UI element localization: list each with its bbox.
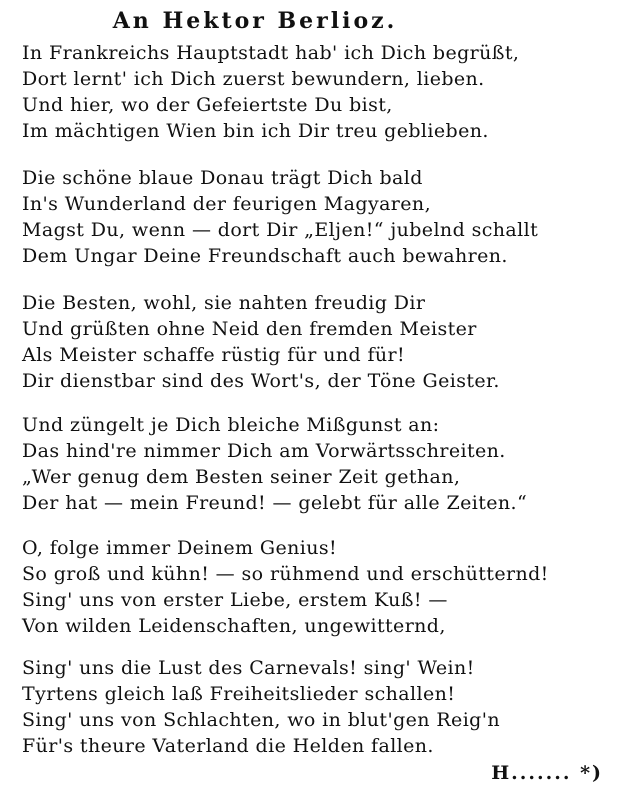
poem-line: Tyrtens gleich laß Freiheitslieder schallen! bbox=[22, 683, 456, 705]
poem-line: Als Meister schaffe rüstig für und für! bbox=[22, 344, 406, 366]
stanza-3 bbox=[22, 290, 612, 394]
poem-line: Und hier, wo der Gefeiertste Du bist, bbox=[22, 94, 393, 116]
stanza-1 bbox=[22, 40, 612, 144]
poem-line: Dem Ungar Deine Freundschaft auch bewahren. bbox=[22, 245, 508, 267]
poem-line: In's Wunderland der feurigen Magyaren, bbox=[22, 193, 432, 215]
stanza-2 bbox=[22, 165, 612, 269]
poem-line: Dir dienstbar sind des Wort's, der Töne Geister. bbox=[22, 370, 500, 392]
poem-line: Magst Du, wenn — dort Dir „Eljen!“ jubelnd schallt bbox=[22, 219, 539, 241]
poem-line: O, folge immer Deinem Genius! bbox=[22, 537, 338, 559]
poem-line: Im mächtigen Wien bin ich Dir treu geblieben. bbox=[22, 120, 489, 142]
poem-line: Sing' uns von Schlachten, wo in blut'gen Reig'n bbox=[22, 709, 501, 731]
poem-line: So groß und kühn! — so rühmend und erschütternd! bbox=[22, 563, 549, 585]
poem-line: In Frankreichs Hauptstadt hab' ich Dich begrüßt, bbox=[22, 42, 520, 64]
poem-line: Und grüßten ohne Neid den fremden Meister bbox=[22, 318, 477, 340]
poem-line: Und züngelt je Dich bleiche Mißgunst an: bbox=[22, 414, 440, 436]
poem-title: An Hektor Berlioz. bbox=[112, 8, 398, 34]
poem-line: Für's theure Vaterland die Helden fallen. bbox=[22, 735, 434, 757]
poem-line: Die schöne blaue Donau trägt Dich bald bbox=[22, 167, 423, 189]
poem-line: Die Besten, wohl, sie nahten freudig Dir bbox=[22, 292, 426, 314]
stanza-6 bbox=[22, 655, 612, 759]
poem-line: „Wer genug dem Besten seiner Zeit gethan, bbox=[22, 466, 461, 488]
poem-line: Von wilden Leidenschaften, ungewitternd, bbox=[22, 615, 446, 637]
stanza-5 bbox=[22, 535, 612, 639]
poem-line: Der hat — mein Freund! — gelebt für alle Zeiten.“ bbox=[22, 492, 528, 514]
stanza-4 bbox=[22, 412, 612, 516]
poem-line: Sing' uns von erster Liebe, erstem Kuß! — bbox=[22, 589, 448, 611]
poem-line: Dort lernt' ich Dich zuerst bewundern, lieben. bbox=[22, 68, 485, 90]
poem-line: Sing' uns die Lust des Carnevals! sing' Wein! bbox=[22, 657, 475, 679]
poem-line: Das hind're nimmer Dich am Vorwärtsschreiten. bbox=[22, 440, 506, 462]
author-signature: H....... *) bbox=[491, 762, 603, 784]
